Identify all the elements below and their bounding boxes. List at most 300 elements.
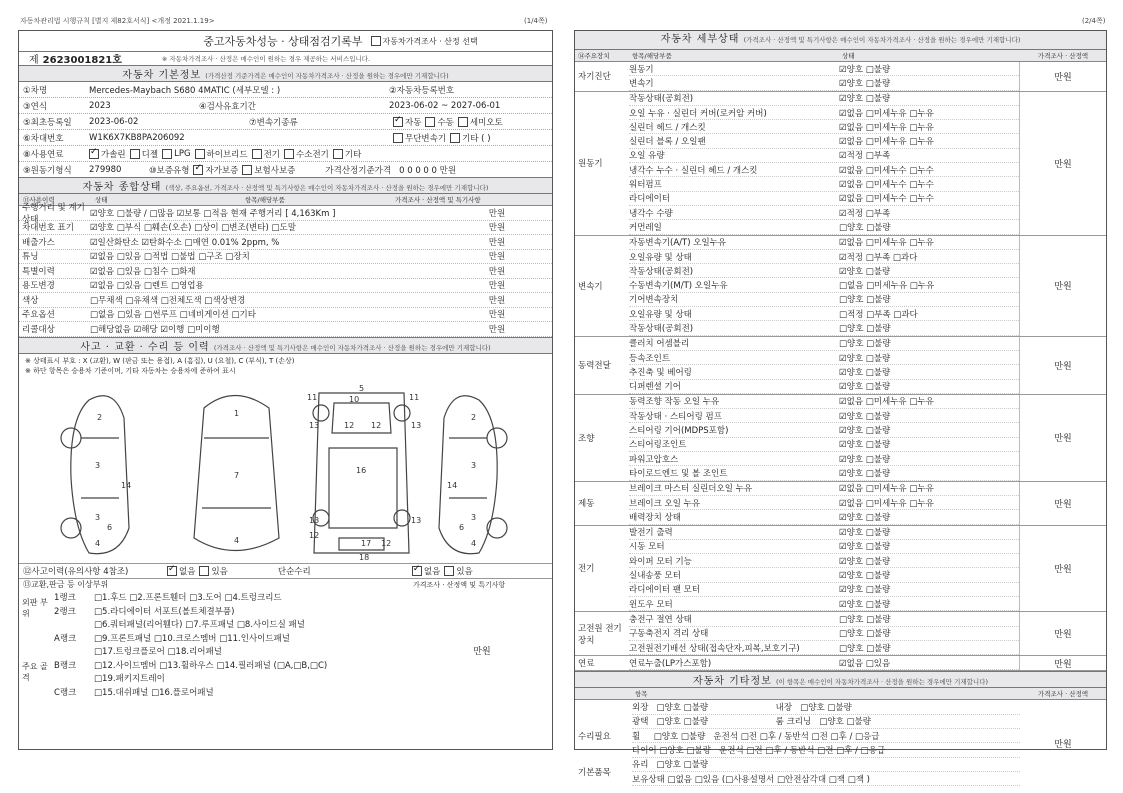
detail-state[interactable]: ☑없음 □미세누유 □누유: [839, 498, 934, 509]
summary-row: [19, 322, 552, 337]
rank-row: [54, 685, 412, 699]
fuel-other-label: 기타: [344, 149, 362, 160]
engine-value: 279980: [89, 164, 122, 175]
summary-row: [19, 235, 552, 250]
detail-row: [629, 540, 1019, 554]
detail-row: [629, 466, 1019, 480]
fuel-lpg-checkbox[interactable]: [162, 149, 172, 159]
detail-state[interactable]: □적정 □부족 □과다: [839, 309, 918, 320]
detail-state[interactable]: ☑없음 □미세누유 □누유: [839, 397, 934, 408]
svg-text:11: 11: [409, 392, 420, 402]
basic-items-label: 기본품목: [578, 768, 611, 779]
detail-group-price: 만원: [1019, 482, 1106, 525]
svg-text:11: 11: [307, 392, 318, 402]
detail-header: ⑭주요장치 항목/해당부품 상태 가격조사 · 산정액: [575, 50, 1106, 62]
detail-row: [629, 307, 1019, 321]
trans-semi-checkbox[interactable]: [458, 117, 468, 127]
detail-group-name: 전기: [578, 564, 595, 575]
detail-group-name: 연료: [578, 659, 595, 670]
detail-item: 라디에이터 팬 모터: [629, 585, 701, 596]
detail-item: 충전구 절연 상태: [629, 614, 692, 625]
fuel-hydrogen-label: 수소전기: [296, 149, 329, 160]
detail-state[interactable]: ☑양호 □불량: [839, 426, 891, 437]
detail-state[interactable]: ☑없음 □미세누수 □누수: [839, 180, 934, 191]
rank-label: 1랭크: [54, 593, 76, 604]
simple-repair-label: 단순수리: [277, 566, 311, 577]
summary-row-state[interactable]: ☑양호 □불량 / □많음 ☑보통 □적음 현재 주행거리 [ 4,163Km ]: [90, 208, 336, 219]
detail-item: 수동변속기(M/T) 오일누유: [629, 281, 728, 292]
simple-yes-checkbox[interactable]: [444, 566, 454, 576]
detail-group-price: 만원: [1019, 236, 1106, 336]
detail-item: 실린더 헤드 / 개스킷: [629, 122, 706, 133]
svg-text:7: 7: [234, 470, 240, 480]
detail-row: [629, 641, 1019, 655]
svg-text:2: 2: [97, 412, 103, 422]
rank-label: A랭크: [54, 633, 77, 644]
fuel-diesel-label: 디젤: [141, 149, 159, 160]
detail-row: [629, 106, 1019, 120]
warranty-self-checkbox[interactable]: [193, 165, 203, 175]
detail-row: [629, 206, 1019, 220]
detail-group: [575, 612, 1106, 656]
detail-group-price: 만원: [1019, 395, 1106, 481]
summary-row-price: 만원: [488, 281, 506, 292]
detail-state[interactable]: □양호 □불량: [839, 295, 891, 306]
year-label: ③연식: [23, 101, 48, 112]
accident-yes-label: 있음: [211, 566, 228, 577]
fuel-other-checkbox[interactable]: [333, 149, 343, 159]
summary-row-state[interactable]: ☑없음 □있음 □침수 □화재: [90, 266, 196, 277]
car-left-side-diagram: [61, 395, 131, 553]
rank-row: [54, 631, 412, 645]
detail-row: [629, 380, 1019, 394]
detail-item: 작동상태(공회전): [629, 323, 694, 334]
detail-row: [629, 612, 1019, 626]
detail-row: [629, 236, 1019, 250]
car-diagram: [19, 378, 550, 563]
svg-text:3: 3: [471, 460, 477, 470]
detail-group: [575, 395, 1106, 482]
detail-state[interactable]: ☑적정 □부족: [839, 151, 891, 162]
detail-row: [629, 163, 1019, 177]
etc-price-unit: 만원: [1054, 739, 1072, 750]
detail-item: 발전기 출력: [629, 528, 673, 539]
detail-state[interactable]: ☑없음 □미세누유 □누유: [839, 108, 934, 119]
detail-group: [575, 337, 1106, 395]
transmission-label: ⑦변속기종류: [249, 117, 298, 128]
detail-item: 냉각수 수량: [629, 208, 673, 219]
detail-state[interactable]: □양호 □불량: [839, 323, 891, 334]
detail-state[interactable]: □양호 □불량: [839, 339, 891, 350]
simple-yes-label: 있음: [456, 566, 473, 577]
svg-text:18: 18: [359, 552, 370, 562]
detail-state[interactable]: ☑없음 □미세누유 □누유: [839, 137, 934, 148]
svg-text:1: 1: [234, 408, 240, 418]
detail-item: 배력장치 상태: [629, 512, 681, 523]
svg-text:14: 14: [121, 480, 132, 490]
status-legend-note: ※ 하단 항목은 승용차 기준이며, 기타 자동차는 승용차에 준하여 표시: [25, 366, 236, 375]
detail-state[interactable]: ☑없음 □미세누수 □누수: [839, 194, 934, 205]
page-number-2: (2/4쪽): [1082, 17, 1106, 25]
reg-number-label: ②자동차등록번호: [389, 85, 455, 96]
detail-item: 작동상태 · 스티어링 펌프: [629, 411, 722, 422]
engine-label: ⑨원동기형식: [23, 165, 72, 176]
simple-none-label: 없음: [423, 566, 441, 577]
detail-item: 추진축 및 베어링: [629, 367, 692, 378]
trans-manual-label: 수동: [437, 117, 454, 128]
detail-item: 자동변속기(A/T) 오일누유: [629, 238, 727, 249]
detail-state[interactable]: ☑양호 □불량: [839, 266, 891, 277]
page-2-sheet: [574, 30, 1107, 785]
rank-items[interactable]: □12.사이드멤버 □13.휠하우스 □14.필러패널 (□A,□B,□C): [94, 660, 328, 671]
detail-group-price: 만원: [1019, 526, 1106, 612]
detail-state[interactable]: ☑없음 □있음: [839, 658, 891, 669]
fuel-diesel-checkbox[interactable]: [130, 149, 140, 159]
svg-text:13: 13: [309, 515, 320, 525]
detail-row: [629, 92, 1019, 106]
warranty-label: ⑩보증유형: [149, 165, 190, 176]
fuel-hybrid-checkbox[interactable]: [195, 149, 205, 159]
etc-row[interactable]: 타이어 □양호 □불량 운전석 □전 □후 / 동반석 □전 □후 / □응급: [632, 743, 1020, 757]
detail-state[interactable]: □양호 □불량: [839, 614, 891, 625]
summary-row: [19, 308, 552, 323]
rank-items[interactable]: □5.라디에이터 서포트(볼트체결부품): [94, 606, 235, 617]
detail-row: [629, 554, 1019, 568]
detail-item: 오일유량 및 상태: [629, 252, 692, 263]
detail-group: [575, 482, 1106, 526]
summary-row-state[interactable]: □해당없음 ☑해당 ☑이행 □미이행: [90, 324, 220, 335]
warranty-self-label: 자가보증: [205, 165, 239, 176]
title-row: [19, 31, 552, 52]
summary-row-price: 만원: [488, 208, 506, 219]
rank-items[interactable]: □1.후드 □2.프론트휀더 □3.도어 □4.트렁크리드: [94, 593, 282, 604]
rank-label: B랭크: [54, 660, 77, 671]
vin-label: ⑥차대번호: [23, 133, 64, 144]
detail-item: 실내송풍 모터: [629, 571, 681, 582]
summary-row-label: 리콜대상: [22, 324, 55, 335]
detail-state[interactable]: ☑양호 □불량: [839, 382, 891, 393]
detail-state[interactable]: □양호 □불량: [839, 629, 891, 640]
detail-row: [629, 510, 1019, 524]
trans-semi-label: 세미오토: [469, 117, 503, 128]
car-name-label: ①차명: [23, 85, 48, 96]
summary-row-state[interactable]: ☑없음 □있음 □렌트 □영업용: [90, 281, 204, 292]
svg-text:17: 17: [361, 538, 372, 548]
svg-text:3: 3: [95, 512, 101, 522]
page-title: 중고자동차성능 · 상태점검기록부: [203, 35, 363, 48]
detail-row: [629, 365, 1019, 379]
detail-state[interactable]: □양호 □불량: [839, 643, 891, 654]
svg-text:12: 12: [381, 538, 392, 548]
detail-item: 고전원전기배선 상태(접속단자,피복,보호기구): [629, 643, 800, 654]
svg-text:13: 13: [411, 420, 422, 430]
status-legend: ※ 상태표시 부호 : X (교환), W (판금 또는 용접), A (흠집), U (요철), C (부식), T (손상): [25, 356, 295, 365]
summary-row-state[interactable]: □무채색 □유채색 □전체도색 □색상변경: [90, 295, 246, 306]
fuel-label: ⑧사용연료: [23, 149, 64, 160]
summary-row: [19, 279, 552, 294]
detail-state[interactable]: □양호 □불량: [839, 222, 891, 233]
rank-row: [54, 672, 412, 686]
detail-state[interactable]: ☑양호 □불량: [839, 468, 891, 479]
inspect-period: 2023-06-02 ~ 2027-06-01: [389, 100, 501, 111]
fuel-electric-checkbox[interactable]: [252, 149, 262, 159]
svg-text:5: 5: [359, 383, 365, 393]
detail-row: [629, 423, 1019, 437]
rank-row: [54, 604, 412, 618]
detail-state[interactable]: ☑없음 □미세누수 □누수: [839, 165, 934, 176]
vin-value: W1K6X7KB8PA206092: [89, 132, 185, 143]
warranty-insurer-checkbox[interactable]: [242, 165, 252, 175]
detail-item: 시동 모터: [629, 542, 665, 553]
detail-state[interactable]: ☑양호 □불량: [839, 64, 891, 75]
detail-state[interactable]: ☑양호 □불량: [839, 367, 891, 378]
svg-text:12: 12: [344, 420, 355, 430]
detail-group-name: 원동기: [578, 159, 603, 170]
detail-group-price: 만원: [1019, 62, 1106, 91]
detail-item: 오일유량 및 상태: [629, 309, 692, 320]
detail-state[interactable]: ☑양호 □불량: [839, 542, 891, 553]
etc-rows: [632, 700, 1020, 786]
accident-none-label: 없음: [179, 566, 196, 577]
svg-text:12: 12: [309, 530, 320, 540]
detail-row: [629, 656, 1019, 670]
trans-other-checkbox[interactable]: [450, 133, 460, 143]
svg-text:6: 6: [107, 522, 113, 532]
detail-state[interactable]: ☑적정 □부족: [839, 208, 891, 219]
detail-state[interactable]: ☑양호 □불량: [839, 440, 891, 451]
rank-label: 2랭크: [54, 606, 76, 617]
detail-row: [629, 76, 1019, 90]
detail-group-name: 고전원 전기장치: [578, 623, 622, 646]
detail-item: 등속조인트: [629, 353, 671, 364]
detail-state[interactable]: ☑양호 □불량: [839, 94, 891, 105]
detail-group: [575, 526, 1106, 613]
summary-row-price: 만원: [488, 324, 506, 335]
summary-row-label: 차대번호 표기: [22, 223, 74, 234]
svg-text:13: 13: [411, 515, 422, 525]
detail-item: 디퍼렌셜 기어: [629, 382, 681, 393]
detail-group-price: 만원: [1019, 656, 1106, 670]
detail-row: [629, 177, 1019, 191]
detail-item: 기어변속장치: [629, 295, 679, 306]
detail-state[interactable]: ☑양호 □불량: [839, 353, 891, 364]
page-number-1: (1/4쪽): [524, 17, 548, 25]
etc-row[interactable]: 보유상태 □없음 □있음 (□사용설명서 □안전삼각대 □잭 □잭 ): [632, 772, 1020, 786]
detail-row: [629, 627, 1019, 641]
detail-item: 타이로드엔드 및 볼 조인트: [629, 468, 728, 479]
etc-row[interactable]: 광택 □양호 □불량 룸 크리닝 □양호 □불량: [632, 715, 1020, 729]
summary-header: ⑪사용이력 상태 항목/해당부품 가격조사 · 산정액 및 특기사항: [19, 194, 552, 206]
detail-band: 자동차 세부상태 (가격조사 · 산정액 및 특기사항은 매수인이 자동차가격조사 · 산정을 원하는 경우에만 기재합니다): [575, 31, 1106, 50]
first-reg-label: ⑤최초등록일: [23, 117, 72, 128]
etc-row[interactable]: 외장 □양호 □불량 내장 □양호 □불량: [632, 700, 1020, 714]
summary-row: [19, 250, 552, 265]
summary-band: 자동차 종합상태 (색상, 주요옵션, 가격조사 · 산정액 및 특기사항은 매수인이 자동차가격조사 · 산정을 원하는 경우에만 기재합니다): [19, 178, 552, 194]
detail-state[interactable]: □없음 □미세누유 □누유: [839, 281, 935, 292]
svg-text:14: 14: [447, 480, 458, 490]
accident-none-checkbox[interactable]: [167, 566, 177, 576]
detail-state[interactable]: ☑없음 □미세누유 □누유: [839, 122, 934, 133]
repair-needed-label: 수리필요: [578, 732, 611, 743]
doc-number: 2623001821호: [42, 55, 122, 66]
trans-cvt-checkbox[interactable]: [393, 133, 403, 143]
detail-item: 실린더 블록 / 오일팬: [629, 137, 706, 148]
main-frame-label: 주요 골격: [22, 661, 48, 682]
rank-row: [54, 618, 412, 632]
rank-items[interactable]: □17.트렁크플로어 □18.리어패널: [94, 647, 222, 658]
detail-item: 작동상태(공회전): [629, 266, 694, 277]
rank-items[interactable]: □15.대쉬패널 □16.플로어패널: [94, 687, 214, 698]
price-option-label: 자동차가격조사 · 산정 선택: [382, 36, 478, 46]
svg-text:4: 4: [95, 538, 101, 548]
detail-state[interactable]: ☑양호 □불량: [839, 454, 891, 465]
simple-none-checkbox[interactable]: [412, 566, 422, 576]
rank-label: C랭크: [54, 687, 77, 698]
detail-item: 변속기: [629, 78, 654, 89]
detail-item: 작동상태(공회전): [629, 94, 694, 105]
summary-row-label: 주요옵션: [22, 310, 55, 321]
detail-item: 워터펌프: [629, 180, 662, 191]
summary-row-label: 튜닝: [22, 252, 39, 263]
car-underbody-diagram: [307, 384, 421, 562]
detail-group-name: 변속기: [578, 281, 603, 292]
first-reg-value: 2023-06-02: [89, 116, 139, 127]
detail-row: [629, 409, 1019, 423]
etc-band: 자동차 기타정보 (이 항목은 매수인이 자동차가격조사 · 산정을 원하는 경우에만 기재합니다): [575, 671, 1106, 688]
detail-state[interactable]: ☑양호 □불량: [839, 512, 891, 523]
summary-row-state[interactable]: ☑없음 □있음 □적법 □불법 □구조 □장치: [90, 252, 250, 263]
detail-group: [575, 236, 1106, 337]
rank-row: [54, 645, 412, 659]
fuel-gasoline-checkbox[interactable]: [89, 149, 99, 159]
detail-group: [575, 92, 1106, 236]
svg-text:3: 3: [95, 460, 101, 470]
summary-row: [19, 264, 552, 279]
detail-row: [629, 351, 1019, 365]
detail-item: 동력조향 작동 오일 누유: [629, 397, 720, 408]
svg-text:4: 4: [471, 538, 477, 548]
svg-text:13: 13: [309, 420, 320, 430]
detail-state[interactable]: ☑양호 □불량: [839, 599, 891, 610]
trans-auto-checkbox[interactable]: [393, 117, 403, 127]
summary-row-price: 만원: [488, 266, 506, 277]
accident-band: 사고 · 교환 · 수리 등 이력 (가격조사 · 산정액 및 특기사항은 매수인이 자동차가격조사 · 산정을 원하는 경우에만 기재합니다): [19, 337, 552, 354]
doc-no-label: 제: [29, 55, 39, 66]
detail-row: [629, 278, 1019, 292]
inspect-label: ④검사유효기간: [199, 101, 256, 112]
detail-state[interactable]: ☑적정 □부족 □과다: [839, 252, 918, 263]
detail-item: 클러치 어셈블리: [629, 339, 690, 350]
rank-rows: [54, 591, 412, 711]
exchange-price-head: 가격조사 · 산정액 및 특기사항: [413, 580, 506, 589]
detail-state[interactable]: ☑없음 □미세누유 □누유: [839, 238, 934, 249]
detail-row: [629, 526, 1019, 540]
summary-row: [19, 221, 552, 236]
summary-row-label: 주행거리 및 계기상태: [22, 202, 85, 225]
svg-text:4: 4: [234, 535, 240, 545]
detail-item: 윈도우 모터: [629, 599, 673, 610]
detail-state[interactable]: ☑양호 □불량: [839, 78, 891, 89]
detail-group-name: 자기진단: [578, 72, 611, 83]
etc-row[interactable]: 유리 □양호 □불량: [632, 758, 1020, 772]
detail-state[interactable]: ☑양호 □불량: [839, 571, 891, 582]
rank-items[interactable]: □9.프론트패널 □10.크로스멤버 □11.인사이드패널: [94, 633, 291, 644]
detail-row: [629, 395, 1019, 409]
detail-item: 브레이크 오일 누유: [629, 498, 701, 509]
detail-row: [629, 482, 1019, 496]
summary-row-state[interactable]: ☑양호 □부식 □훼손(오손) □상이 □변조(변타) □도말: [90, 223, 296, 234]
detail-group-name: 제동: [578, 499, 595, 510]
detail-item: 스티어링 기어(MDPS포함): [629, 426, 729, 437]
summary-row-price: 만원: [488, 295, 506, 306]
rank-row: [54, 591, 412, 605]
svg-text:16: 16: [356, 465, 367, 475]
rank-items[interactable]: □6.쿼터패널(리어휀다) □7.루프패널 □8.사이드실 패널: [94, 620, 305, 631]
summary-row-price: 만원: [488, 252, 506, 263]
page-1-sheet: [18, 30, 553, 750]
accident-yes-checkbox[interactable]: [199, 566, 209, 576]
detail-group-name: 조향: [578, 433, 595, 444]
price-option-checkbox[interactable]: [371, 36, 381, 46]
car-top-diagram: [194, 395, 279, 550]
detail-state[interactable]: ☑양호 □불량: [839, 411, 891, 422]
detail-row: [629, 120, 1019, 134]
fuel-hybrid-label: 하이브리드: [206, 149, 248, 160]
rank-row: [54, 658, 412, 672]
detail-group-price: 만원: [1019, 92, 1106, 235]
car-name: Mercedes-Maybach S680 4MATIC (세부모델 : ): [89, 85, 281, 96]
rank-items[interactable]: □19.패키지트레이: [94, 674, 165, 685]
svg-text:12: 12: [371, 420, 382, 430]
svg-text:6: 6: [459, 522, 465, 532]
detail-rows: [575, 62, 1106, 671]
summary-row-state[interactable]: □없음 □있음 □썬루프 □네비게이션 □기타: [90, 310, 256, 321]
detail-group-name: 동력전달: [578, 361, 611, 372]
detail-row: [629, 134, 1019, 148]
fuel-hydrogen-checkbox[interactable]: [284, 149, 294, 159]
detail-state[interactable]: ☑양호 □불량: [839, 556, 891, 567]
summary-row-price: 만원: [488, 223, 506, 234]
summary-row-label: 특별이력: [22, 266, 55, 277]
summary-row: [19, 202, 552, 225]
summary-row-state[interactable]: ☑일산화탄소 ☑탄화수소 □매연 0.01% 2ppm, %: [90, 237, 280, 248]
trans-auto-label: 자동: [405, 117, 422, 128]
detail-item: 와이퍼 모터 기능: [629, 556, 692, 567]
price-basis-label: 가격산정기준가격: [325, 165, 392, 176]
detail-state[interactable]: ☑양호 □불량: [839, 585, 891, 596]
detail-group: [575, 62, 1106, 92]
detail-item: 라디에이터: [629, 194, 671, 205]
basic-info-band: 자동차 기본정보 (가격산정 기준가격은 매수인이 자동차가격조사 · 산정을 원하는 경우에만 기재합니다): [19, 66, 552, 82]
etc-header: 항목 가격조사 · 산정액: [575, 688, 1106, 700]
detail-row: [629, 597, 1019, 611]
detail-state[interactable]: ☑양호 □불량: [839, 528, 891, 539]
detail-row: [629, 321, 1019, 335]
detail-item: 연료누출(LP가스포함): [629, 658, 712, 669]
detail-row: [629, 337, 1019, 351]
accident-history-label: ⑫사고이력(유의사항 4참조): [23, 566, 129, 577]
detail-group: [575, 656, 1106, 671]
etc-row[interactable]: 휠 □양호 □불량 운전석 □전 □후 / 동반석 □전 □후 / □응급: [632, 729, 1020, 743]
detail-group-price: 만원: [1019, 612, 1106, 655]
fuel-electric-label: 전기: [263, 149, 281, 160]
detail-item: 오일 유량: [629, 151, 665, 162]
detail-item: 스티어링조인트: [629, 440, 687, 451]
trans-manual-checkbox[interactable]: [425, 117, 435, 127]
detail-state[interactable]: ☑없음 □미세누유 □누유: [839, 484, 934, 495]
summary-row-label: 색상: [22, 295, 39, 306]
svg-text:3: 3: [471, 512, 477, 522]
